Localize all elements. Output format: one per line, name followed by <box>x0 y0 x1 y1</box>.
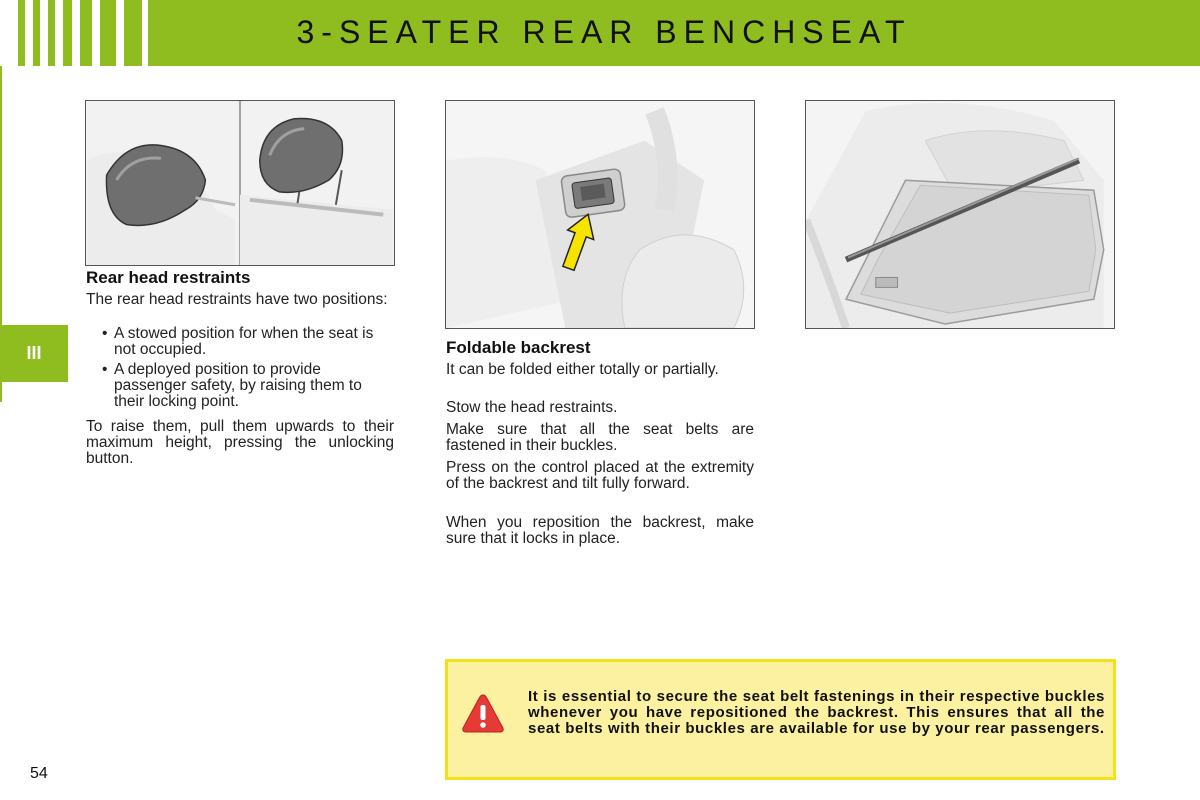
side-rule <box>0 382 2 402</box>
header-stripe <box>48 0 55 66</box>
rear-head-restraints-heading: Rear head restraints <box>86 268 251 287</box>
head-restraints-intro: The rear head restraints have two positions: <box>86 291 388 308</box>
page-number: 54 <box>30 765 48 782</box>
head-restraints-instruction: To raise them, pull them upwards to their maximum height, pressing the unlocking button. <box>86 418 394 467</box>
list-item-text: A stowed position for when the seat is not occupied. <box>114 325 374 358</box>
backrest-paragraph: Press on the control placed at the extremity of the backrest and tilt fully forward. <box>446 459 754 492</box>
backrest-paragraph: When you reposition the backrest, make sure that it locks in place. <box>446 514 754 547</box>
header-stripe <box>100 0 116 66</box>
header-stripe <box>33 0 40 66</box>
side-rule <box>0 66 2 326</box>
header-stripe <box>124 0 142 66</box>
header-stripe <box>18 0 25 66</box>
list-item-text: A deployed position to provide passenger safety, by raising them to their locking point. <box>114 361 362 410</box>
head-restraints-drawing <box>86 101 394 265</box>
folded-backrest-drawing <box>806 101 1114 328</box>
folded-backrest-illustration <box>805 100 1115 329</box>
warning-triangle-icon <box>461 692 505 736</box>
header-stripe <box>80 0 92 66</box>
list-item <box>102 325 394 358</box>
foldable-backrest-heading: Foldable backrest <box>446 338 591 357</box>
bullet-dot: • <box>102 361 108 378</box>
warning-text: It is essential to secure the seat belt fastenings in their respective buckles whenever you have repositioned the backrest. This ensures that all the seat belts with their buckles are available for use by your rear passengers. <box>528 688 1105 737</box>
backrest-paragraph: Make sure that all the seat belts are fastened in their buckles. <box>446 421 754 454</box>
backrest-control-drawing <box>446 101 754 328</box>
head-restraints-illustration <box>85 100 395 266</box>
bullet-dot: • <box>102 325 108 342</box>
header-stripe <box>63 0 72 66</box>
list-item <box>102 361 394 410</box>
backrest-paragraph: Stow the head restraints. <box>446 399 618 416</box>
backrest-control-illustration <box>445 100 755 329</box>
page-header <box>0 0 1200 66</box>
warning-box <box>445 659 1116 780</box>
backrest-paragraph: It can be folded either totally or partially. <box>446 361 719 378</box>
chapter-tab[interactable]: III <box>0 325 68 382</box>
page-title: 3-SEATER REAR BENCHSEAT <box>296 14 912 50</box>
